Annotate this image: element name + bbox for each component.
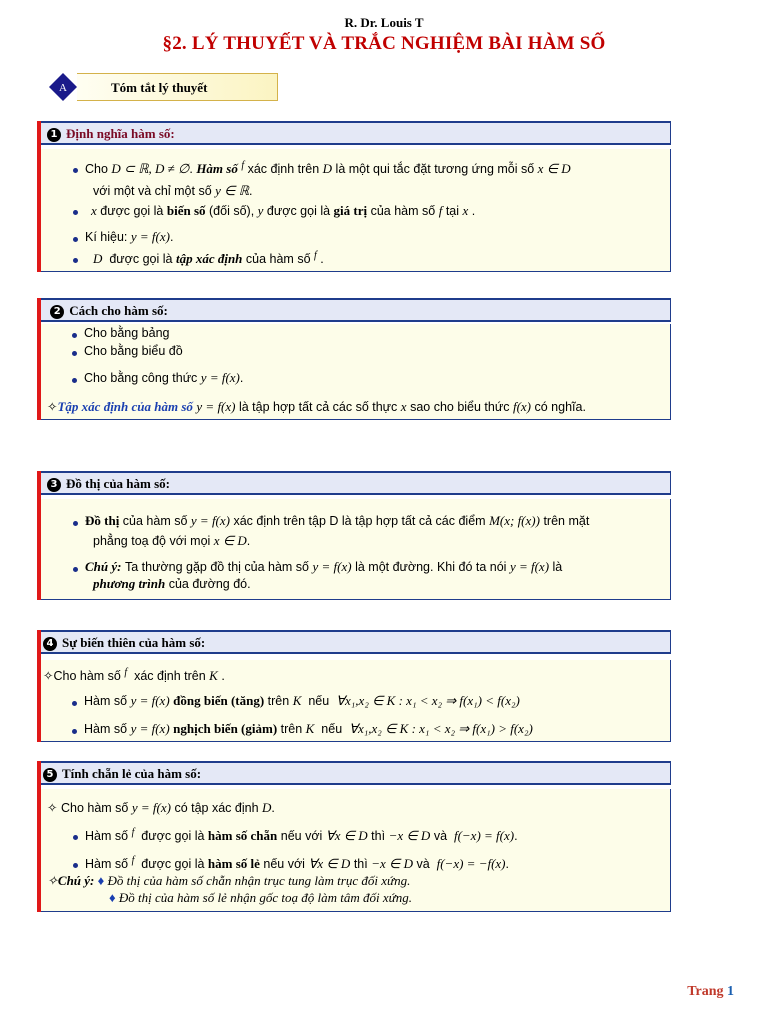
bullet-icon xyxy=(73,168,78,173)
parity-note-1: ✧Chú ý: ♦ Đồ thị của hàm số chẵn nhận trục tung làm trục đối xứng. xyxy=(47,873,411,888)
section-title: Tính chẵn lẻ của hàm số: xyxy=(62,766,202,781)
def-line-3: x được gọi là biến số (đối số), y được gọi là giá trị của hàm số f tại x . xyxy=(91,203,476,218)
section-title: Sự biến thiên của hàm số: xyxy=(62,635,206,650)
ways-line-3: Cho bằng công thức y = f(x). xyxy=(84,370,244,385)
graph-line-3: Chú ý: Ta thường gặp đồ thị của hàm số y = f(x) là một đường. Khi đó ta nói y = f(x) là xyxy=(85,559,563,574)
section-monotonic xyxy=(37,630,671,742)
ways-line-2: Cho bằng biểu đồ xyxy=(84,344,183,358)
number-circle-icon: 4 xyxy=(43,637,57,651)
parity-line-1: ✧ Cho hàm số y = f(x) có tập xác định D. xyxy=(47,800,275,815)
def-line-5: D được gọi là tập xác định của hàm số $^f$ . xyxy=(93,250,324,266)
bullet-icon xyxy=(72,378,77,383)
graph-line-2: phẳng toạ độ với mọi x ∈ D. xyxy=(93,533,251,548)
section-body xyxy=(41,660,671,742)
section-parity xyxy=(37,761,671,912)
number-circle-icon: 1 xyxy=(47,128,61,142)
def-line-2: với một và chỉ một số y ∈ ℝ. xyxy=(93,183,253,198)
parity-note-2: ♦ Đồ thị của hàm số lẻ nhận gốc toạ độ làm tâm đối xứng. xyxy=(109,890,412,905)
graph-line-1: Đồ thị của hàm số y = f(x) xác định trên tập D là tập hợp tất cả các điểm M(x; f(x)) trên mặt xyxy=(85,513,590,528)
def-line-4: Kí hiệu: y = f(x). xyxy=(85,229,174,244)
section-title: Cách cho hàm số: xyxy=(69,303,168,318)
bullet-icon xyxy=(73,210,78,215)
graph-line-4: phương trình của đường đó. xyxy=(93,576,251,591)
section-body xyxy=(41,789,671,912)
bullet-icon xyxy=(72,351,77,356)
bullet-icon xyxy=(72,729,77,734)
title-text: . LÝ THUYẾT VÀ TRẮC NGHIỆM BÀI HÀM SỐ xyxy=(181,33,606,54)
mono-line-2: Hàm số y = f(x) đồng biến (tăng) trên K nếu ∀x₁,x₂ ∈ K : x₁ < x₂ ⇒ f(x₁) < f(x₂) xyxy=(84,693,520,708)
bullet-icon xyxy=(73,521,78,526)
section-title: Đồ thị của hàm số: xyxy=(66,476,171,491)
section-definition xyxy=(37,121,671,272)
parity-line-2: Hàm số $^f$ được gọi là hàm số chẵn nếu với ∀x ∈ D thì −x ∈ D và f(−x) = f(x). xyxy=(85,827,518,843)
mono-line-1: ✧Cho hàm số $^f$ xác định trên K . xyxy=(43,667,225,683)
section-title: Định nghĩa hàm số: xyxy=(66,126,175,141)
ways-line-1: Cho bằng bảng xyxy=(84,326,170,340)
number-circle-icon: 2 xyxy=(50,305,64,319)
bullet-icon xyxy=(73,835,78,840)
title-number: §2 xyxy=(162,33,182,54)
section-body xyxy=(41,324,671,420)
bullet-icon xyxy=(73,258,78,263)
page-title xyxy=(0,33,768,55)
section-ways xyxy=(37,298,671,420)
section-body xyxy=(41,149,671,272)
parity-line-3: Hàm số $^f$ được gọi là hàm số lẻ nếu với ∀x ∈ D thì −x ∈ D và f(−x) = −f(x). xyxy=(85,855,509,871)
author-line: R. Dr. Louis T xyxy=(344,15,424,30)
section-header xyxy=(41,121,671,145)
section-header xyxy=(41,471,671,495)
diamond-badge-icon xyxy=(48,72,78,102)
bullet-icon xyxy=(72,701,77,706)
bullet-icon xyxy=(73,237,78,242)
section-graph xyxy=(37,471,671,600)
ways-line-4: ✧Tập xác định của hàm số y = f(x) là tập hợp tất cả các số thực x sao cho biểu thức f(x) có nghĩa. xyxy=(47,399,586,414)
number-circle-icon: 3 xyxy=(47,478,61,492)
section-header xyxy=(41,298,671,322)
badge-letter: A xyxy=(59,82,67,94)
section-header xyxy=(41,630,671,654)
page-number: Trang 1 xyxy=(687,984,734,999)
section-header xyxy=(41,761,671,785)
def-line-1: Cho D ⊂ ℝ, D ≠ ∅. Hàm số $^f$ xác định trên D là một qui tắc đặt tương ứng mỗi số x ∈ D xyxy=(85,160,571,176)
mono-line-3: Hàm số y = f(x) nghịch biến (giảm) trên K nếu ∀x₁,x₂ ∈ K : x₁ < x₂ ⇒ f(x₁) > f(x₂) xyxy=(84,721,533,736)
section-banner: Tóm tắt lý thuyết xyxy=(77,73,278,101)
bullet-icon xyxy=(73,863,78,868)
number-circle-icon: 5 xyxy=(43,768,57,782)
bullet-icon xyxy=(73,567,78,572)
bullet-icon xyxy=(72,333,77,338)
section-body xyxy=(41,499,671,600)
